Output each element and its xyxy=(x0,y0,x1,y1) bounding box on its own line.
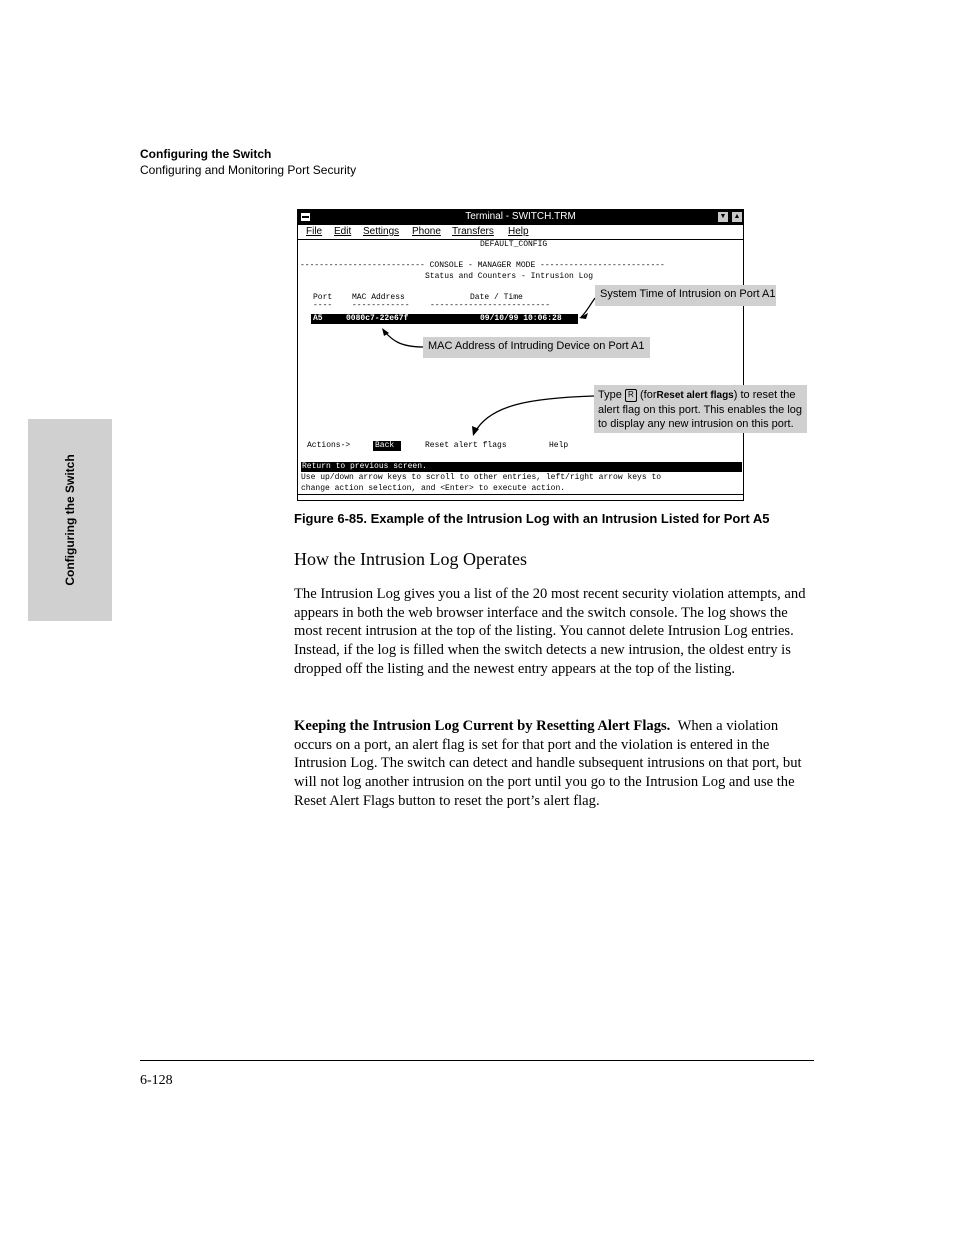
callout-reset-rest: ) to reset the xyxy=(733,389,796,401)
figure-caption: Figure 6-85. Example of the Intrusion Log with an Intrusion Listed for Port A5 xyxy=(294,511,770,526)
menu-phone[interactable]: Phone xyxy=(412,226,441,237)
col-rule-mac: ------------ xyxy=(352,301,410,310)
help-line-1: Use up/down arrow keys to scroll to other entries, left/right arrow keys to xyxy=(301,473,662,482)
callout-reset-line-3: to display any new intrusion on this port. xyxy=(598,418,794,430)
row-date: 09/10/99 10:06:28 xyxy=(480,314,562,323)
callout-reset-line-2: alert flag on this port. This enables the log xyxy=(598,404,803,416)
terminal-title: Terminal - SWITCH.TRM xyxy=(465,211,576,222)
arrow-time xyxy=(581,298,595,317)
menu-transfers[interactable]: Transfers xyxy=(452,226,494,237)
footer-rule xyxy=(140,1060,814,1061)
arrow-mac xyxy=(384,331,423,347)
col-header-date: Date / Time xyxy=(470,293,523,302)
side-tab-label: Configuring the Switch xyxy=(63,454,77,586)
actions-label: Actions-> xyxy=(307,441,351,450)
help-action[interactable]: Help xyxy=(549,441,569,450)
menu-edit[interactable]: Edit xyxy=(334,226,352,237)
terminal-screen-title: Status and Counters - Intrusion Log xyxy=(425,272,594,281)
back-action[interactable]: Back xyxy=(375,441,395,450)
r-key-icon: R xyxy=(625,389,637,402)
terminal-config-line: DEFAULT_CONFIG xyxy=(480,240,548,249)
col-rule-date: ------------------------- xyxy=(430,301,551,310)
col-header-port: Port xyxy=(313,293,333,302)
callout-reset-type: Type xyxy=(598,389,622,401)
terminal-mode-line: -------------------------- CONSOLE - MANAGER MODE -------------------------- xyxy=(300,261,665,270)
help-line-2: change action selection, and <Enter> to execute action. xyxy=(301,484,566,493)
row-port: A5 xyxy=(313,314,323,323)
menu-settings[interactable]: Settings xyxy=(363,226,400,237)
maximize-icon[interactable]: ▲ xyxy=(731,211,743,223)
section-heading: How the Intrusion Log Operates xyxy=(294,549,527,569)
arrow-reset xyxy=(475,396,594,432)
callout-mac-address: MAC Address of Intruding Device on Port A1 xyxy=(423,337,650,358)
minimize-icon[interactable]: ▼ xyxy=(717,211,729,223)
callout-reset-flags xyxy=(594,385,807,433)
callout-reset-for: (for xyxy=(639,389,657,401)
menu-file[interactable]: File xyxy=(306,226,323,237)
running-header-title: Configuring the Switch xyxy=(140,147,272,161)
paragraph-reset-alert-flags xyxy=(294,717,814,811)
paragraph-runin-heading: Keeping the Intrusion Log Current by Resetting Alert Flags. xyxy=(294,718,671,734)
page-number: 6-128 xyxy=(140,1073,173,1088)
col-rule-port: ---- xyxy=(313,301,333,310)
paragraph-body: When a violation occurs on a port, an alert flag is set for that port and the violation is entered in the Intrusion Log. The switch can detect and handle subsequent intrusions on that port, but will not log another intrusion on the port until you go to the Intrusion Log and use the Reset Alert Flags button to reset the port’s alert flag. xyxy=(294,718,802,809)
col-header-mac: MAC Address xyxy=(352,293,405,302)
reset-alert-flags-action[interactable]: Reset alert flags xyxy=(425,441,507,450)
menu-help[interactable]: Help xyxy=(508,226,529,237)
status-text: Return to previous screen. xyxy=(302,462,427,471)
row-mac: 0080c7-22e67f xyxy=(346,314,409,323)
callout-system-time: System Time of Intrusion on Port A1 xyxy=(595,285,776,306)
running-header-subtitle: Configuring and Monitoring Port Security xyxy=(140,163,357,177)
paragraph-intrusion-log: The Intrusion Log gives you a list of the 20 most recent security violation attempts, and appears in both the web browser interface and the switch console. The log shows the most recent intrusion at the top of the listing. You cannot delete Intrusion Log entries. Instead, if the log is filled when the switch detects a new intrusion, the oldest entry is dropped off the listing and the newest entry appears at the top of the listing. xyxy=(294,586,806,677)
callout-reset-flag-name: Reset alert flags xyxy=(656,390,734,401)
